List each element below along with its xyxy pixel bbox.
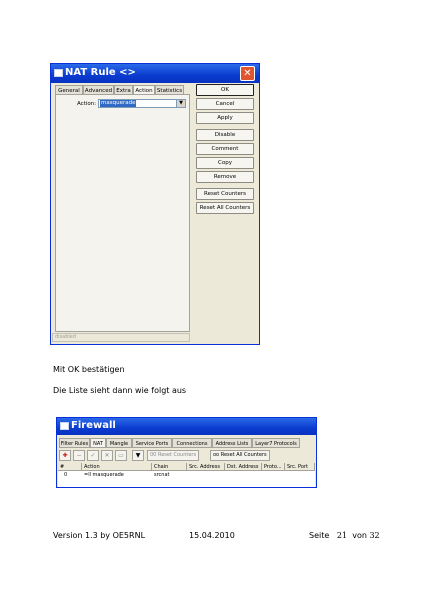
- nat-rules-table: [58, 463, 315, 487]
- add-icon[interactable]: ✚: [59, 450, 71, 461]
- nat-rule-dialog: [50, 63, 260, 345]
- column-header-proto[interactable]: Proto...: [262, 463, 285, 471]
- apply-button[interactable]: Apply: [196, 112, 254, 124]
- footer-version: Version 1.3 by OE5RNL: [53, 531, 146, 540]
- footer-date: 15.04.2010: [189, 531, 235, 540]
- ok-button[interactable]: OK: [196, 84, 254, 96]
- tab-mangle[interactable]: Mangle: [106, 438, 132, 448]
- list-intro-text: Die Liste sieht dann wie folgt aus: [53, 386, 187, 395]
- action-select[interactable]: [98, 99, 186, 108]
- tab-action[interactable]: Action: [133, 85, 155, 95]
- tab-connections[interactable]: Connections: [172, 438, 212, 448]
- nat-tab-panel: [55, 94, 190, 332]
- column-header-number[interactable]: #: [58, 463, 82, 471]
- row-number: 0: [64, 472, 68, 478]
- reset-counters-button[interactable]: 00 Reset Counters: [147, 450, 199, 461]
- window-app-icon: [54, 69, 63, 77]
- reset-counters-button[interactable]: Reset Counters: [196, 188, 254, 200]
- window-app-icon: [60, 422, 69, 430]
- page-total: 32: [369, 531, 380, 540]
- column-header-action[interactable]: Action: [82, 463, 152, 471]
- enable-icon[interactable]: ✓: [87, 450, 99, 461]
- reset-all-counters-button[interactable]: Reset All Counters: [196, 202, 254, 214]
- tab-advanced[interactable]: Advanced: [83, 85, 114, 95]
- disable-icon[interactable]: ✕: [101, 450, 113, 461]
- column-header-dst-address[interactable]: Dst. Address: [225, 463, 262, 471]
- column-header-chain[interactable]: Chain: [152, 463, 187, 471]
- column-header-src-address[interactable]: Src. Address: [187, 463, 225, 471]
- disable-button[interactable]: Disable: [196, 129, 254, 141]
- nat-dialog-title: NAT Rule <>: [65, 67, 136, 78]
- of-word: von: [352, 531, 367, 540]
- firewall-title: Firewall: [71, 420, 116, 431]
- nat-dialog-titlebar[interactable]: [51, 64, 259, 83]
- comment-icon[interactable]: ▭: [115, 450, 127, 461]
- firewall-toolbar: [57, 449, 316, 462]
- filter-icon[interactable]: ▼: [132, 450, 144, 461]
- tab-nat[interactable]: NAT: [90, 438, 106, 448]
- action-select-value: masquerade: [101, 100, 136, 106]
- comment-button[interactable]: Comment: [196, 143, 254, 155]
- row-action: =ll masquerade: [84, 472, 124, 478]
- action-label: Action:: [77, 101, 97, 107]
- close-icon[interactable]: ✕: [240, 66, 255, 81]
- reset-all-counters-button[interactable]: oo Reset All Counters: [210, 450, 270, 461]
- tab-statistics[interactable]: Statistics: [155, 85, 184, 95]
- firewall-titlebar[interactable]: [57, 418, 316, 435]
- remove-icon[interactable]: −: [73, 450, 85, 461]
- tab-extra[interactable]: Extra: [114, 85, 133, 95]
- page-number: 21: [336, 531, 348, 540]
- footer-page-info: [309, 531, 380, 540]
- cancel-button[interactable]: Cancel: [196, 98, 254, 110]
- remove-button[interactable]: Remove: [196, 171, 254, 183]
- chevron-down-icon[interactable]: ▼: [176, 100, 185, 107]
- tab-filter-rules[interactable]: Filter Rules: [59, 438, 90, 448]
- column-header-src-port[interactable]: Src. Port: [285, 463, 315, 471]
- firewall-window: [56, 417, 317, 488]
- status-bar: disabled: [52, 333, 190, 342]
- confirm-text: Mit OK bestätigen: [53, 365, 125, 374]
- copy-button[interactable]: Copy: [196, 157, 254, 169]
- page-word: Seite: [309, 531, 330, 540]
- tab-general[interactable]: General: [55, 85, 83, 95]
- tab-layer7-protocols[interactable]: Layer7 Protocols: [252, 438, 300, 448]
- row-chain: srcnat: [154, 472, 170, 478]
- tab-service-ports[interactable]: Service Ports: [132, 438, 172, 448]
- tab-address-lists[interactable]: Address Lists: [212, 438, 252, 448]
